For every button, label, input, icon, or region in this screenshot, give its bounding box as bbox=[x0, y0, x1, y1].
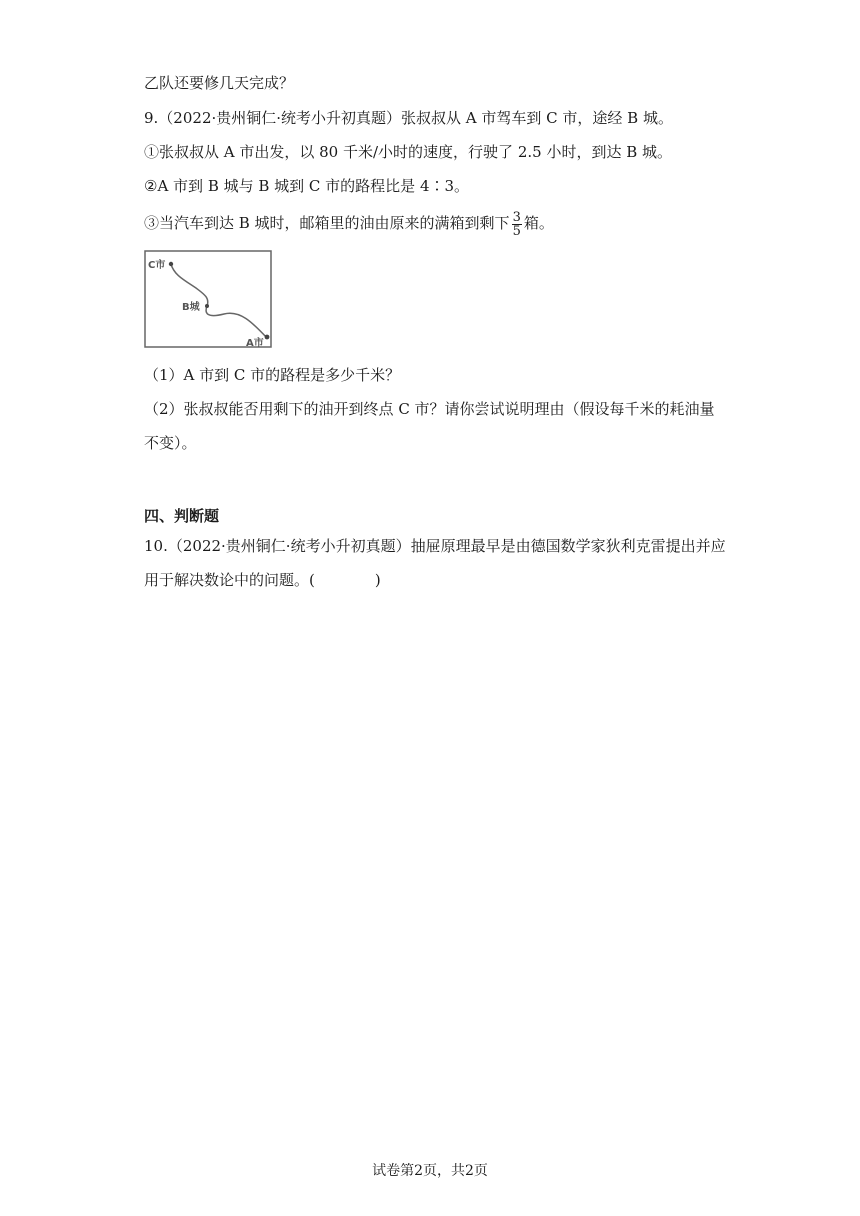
question-10: 10.（2022·贵州铜仁·统考小升初真题）抽屉原理最早是由德国数学家狄利克雷提出并应 bbox=[144, 537, 726, 555]
condition-2: ②A 市到 B 城与 B 城到 C 市的路程比是 4∶3。 bbox=[144, 177, 470, 195]
c-city-label: C市 bbox=[148, 260, 166, 271]
condition-1: ①张叔叔从 A 市出发，以 80 千米/小时的速度，行驶了 2.5 小时，到达 B 城。 bbox=[144, 143, 672, 161]
section-heading: 四、判断题 bbox=[144, 507, 220, 525]
c-city-dot bbox=[169, 262, 173, 266]
subquestion-2-continued: 不变）。 bbox=[144, 434, 197, 452]
question-9-stem: 9.（2022·贵州铜仁·统考小升初真题）张叔叔从 A 市驾车到 C 市，途经 B 城。 bbox=[144, 109, 673, 127]
condition-3-text: ③当汽车到达 B 城时，邮箱里的油由原来的满箱到剩下 bbox=[144, 214, 510, 232]
subquestion-2: （2）张叔叔能否用剩下的油开到终点 C 市？请你尝试说明理由（假设每千米的耗油量 bbox=[144, 400, 715, 418]
page-footer: 试卷第2页，共2页 bbox=[372, 1163, 488, 1179]
route-map-figure bbox=[144, 250, 272, 348]
b-city-label: B城 bbox=[182, 302, 200, 313]
question-10-continued: 用于解决数论中的问题。( ) bbox=[144, 571, 381, 589]
a-city-dot bbox=[265, 335, 270, 340]
a-city-label: A市 bbox=[246, 338, 264, 349]
condition-3 bbox=[144, 208, 554, 238]
subquestion-1: （1）A 市到 C 市的路程是多少千米？ bbox=[144, 366, 401, 384]
fraction-denominator: 5 bbox=[512, 223, 521, 239]
fraction bbox=[512, 211, 522, 238]
text-line: 乙队还要修几天完成？ bbox=[144, 74, 295, 92]
fraction-numerator: 3 bbox=[512, 209, 521, 225]
condition-3-suffix: 箱。 bbox=[523, 214, 554, 232]
b-city-dot bbox=[205, 304, 209, 308]
